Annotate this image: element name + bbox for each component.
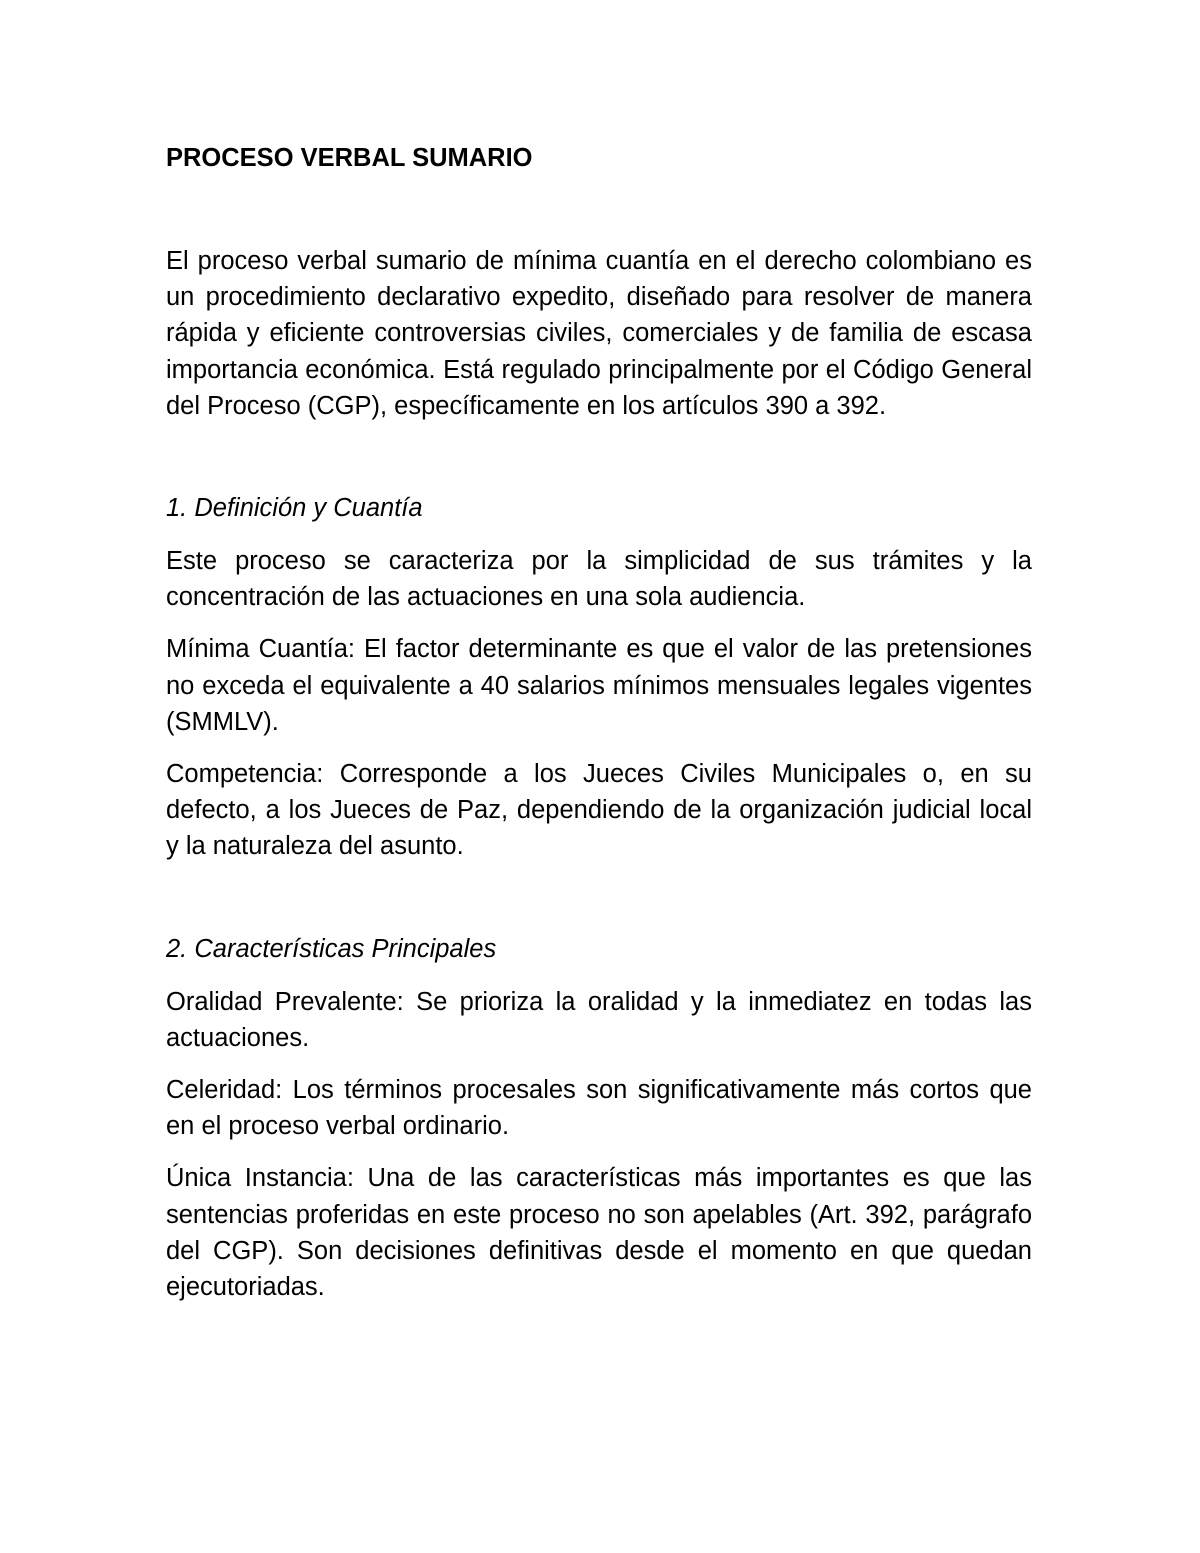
section-paragraph: Oralidad Prevalente: Se prioriza la oralidad y la inmediatez en todas las actuaciones. bbox=[166, 987, 1032, 1052]
section-paragraph: Este proceso se caracteriza por la simplicidad de sus trámites y la concentración de las actuaciones en una sola audiencia. bbox=[166, 547, 1032, 612]
document-title: PROCESO VERBAL SUMARIO bbox=[166, 144, 533, 172]
section-caracteristicas-principales bbox=[166, 931, 1032, 1306]
section-paragraph: Única Instancia: Una de las características más importantes es que las sentencias proferidas en este proceso no son apelables (Art. 392, parágrafo del CGP). Son decisiones definitivas desde el momento en que quedan ejecutoriadas. bbox=[166, 1164, 1032, 1302]
section-heading: 2. Características Principales bbox=[166, 934, 497, 963]
section-paragraph: Competencia: Corresponde a los Jueces Civiles Municipales o, en su defecto, a los Jueces de Paz, dependiendo de la organización judicial local y la naturaleza del asunto. bbox=[166, 760, 1032, 861]
section-heading: 1. Definición y Cuantía bbox=[166, 494, 423, 523]
intro-paragraph: El proceso verbal sumario de mínima cuantía en el derecho colombiano es un procedimiento declarativo expedito, diseñado para resolver de manera rápida y eficiente controversias civiles, comerciales y de familia de escasa importancia económica. Está regulado principalmente por el Código General del Proceso (CGP), específicamente en los artículos 390 a 392. bbox=[166, 247, 1032, 420]
section-paragraph: Mínima Cuantía: El factor determinante es que el valor de las pretensiones no exceda el equivalente a 40 salarios mínimos mensuales legales vigentes (SMMLV). bbox=[166, 635, 1032, 736]
section-definicion-cuantia bbox=[166, 490, 1032, 865]
document-body bbox=[166, 140, 1032, 1305]
section-paragraph: Celeridad: Los términos procesales son significativamente más cortos que en el proceso verbal ordinario. bbox=[166, 1076, 1032, 1141]
